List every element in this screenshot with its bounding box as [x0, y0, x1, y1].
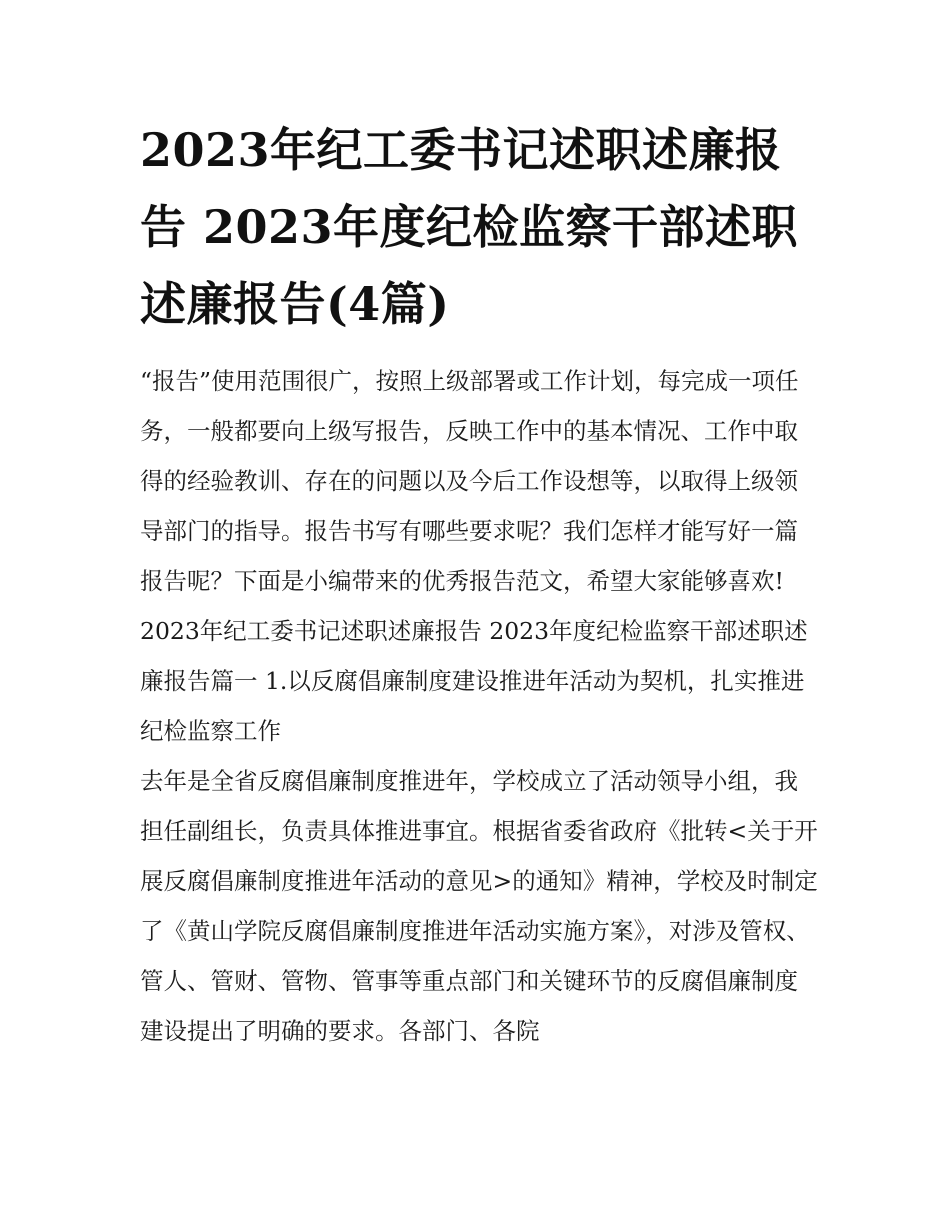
document-body — [140, 356, 820, 1056]
body-paragraph: 去年是全省反腐倡廉制度推进年，学校成立了活动领导小组，我担任副组长，负责具体推进事宜。根据省委省政府《批转<关于开展反腐倡廉制度推进年活动的意见>的通知》精神，学校及时制定了《黄山学院反腐倡廉制度推进年活动实施方案》，对涉及管权、管人、管财、管物、管事等重点部门和关键环节的反腐倡廉制度建设提出了明确的要求。各部门、各院 — [140, 767, 818, 1045]
section-heading-paragraph: 2023年纪工委书记述职述廉报告 2023年度纪检监察干部述职述廉报告篇一 1.以反腐倡廉制度建设推进年活动为契机，扎实推进纪检监察工作 — [140, 617, 808, 745]
document-title: 2023年纪工委书记述职述廉报告 2023年度纪检监察干部述职述廉报告(4篇) — [140, 123, 799, 331]
intro-paragraph: “报告”使用范围很广，按照上级部署或工作计划，每完成一项任务，一般都要向上级写报告，反映工作中的基本情况、工作中取得的经验教训、存在的问题以及今后工作设想等，以取得上级领导部门的指导。报告书写有哪些要求呢？我们怎样才能写好一篇报告呢？下面是小编带来的优秀报告范文，希望大家能够喜欢! — [140, 367, 799, 595]
